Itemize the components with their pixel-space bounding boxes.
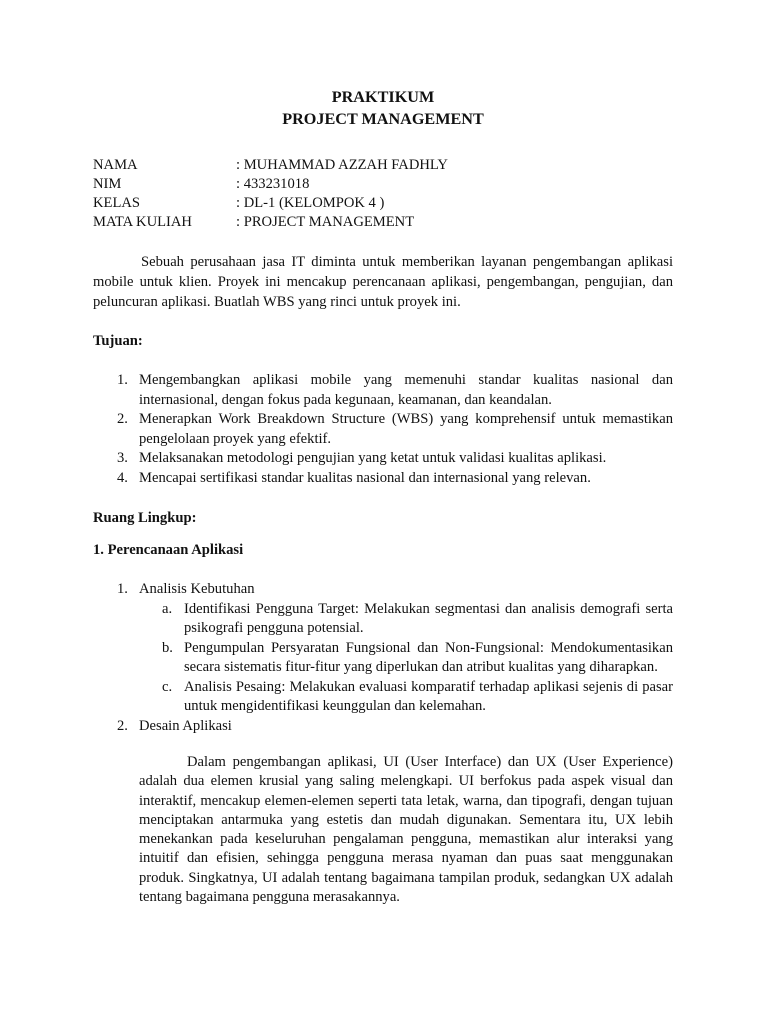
list-item-analisis	[93, 580, 673, 717]
list-text: Mengembangkan aplikasi mobile yang memenuhi standar kualitas nasional dan internasional, dengan fokus pada kegunaan, keamanan, dan keandalan.	[139, 372, 673, 408]
sublist-letter: b.	[162, 639, 173, 656]
identity-value: : MUHAMMAD AZZAH FADHLY	[236, 157, 448, 173]
list-text: Menerapkan Work Breakdown Structure (WBS) yang komprehensif untuk memastikan pengelolaan proyek yang efektif.	[139, 411, 673, 447]
identity-value: : PROJECT MANAGEMENT	[236, 214, 415, 230]
list-number: 2.	[117, 411, 128, 427]
sublist-letter: c.	[162, 678, 173, 695]
list-item-desain	[93, 717, 673, 908]
sublist-item	[139, 600, 673, 639]
sublist-text: Analisis Pesaing: Melakukan evaluasi komparatif terhadap aplikasi sejenis di pasar untuk mengidentifikasi keunggulan dan kelemahan.	[184, 678, 673, 714]
identity-table	[93, 156, 448, 232]
list-number: 1.	[117, 372, 128, 388]
identity-row-kelas	[93, 194, 448, 213]
identity-row-nama	[93, 156, 448, 175]
list-label: Desain Aplikasi	[139, 717, 232, 734]
perencanaan-list	[93, 580, 673, 907]
perencanaan-heading: 1. Perencanaan Aplikasi	[93, 542, 244, 558]
identity-row-mata-kuliah	[93, 213, 448, 232]
desain-paragraph: Dalam pengembangan aplikasi, UI (User Interface) dan UX (User Experience) adalah dua elemen krusial yang saling melengkapi. UI berfokus pada aspek visual dan interaktif, mencakup elemen-elemen seperti tata letak, warna, dan tipografi, dengan tujuan menciptakan antarmuka yang estetis dan mudah digunakan. Sementara itu, UX lebih menekankan pada keseluruhan pengalaman pengguna, memastikan alur interaksi yang intuitif dan efisien, sehingga pengguna merasa nyaman dan puas saat menggunakan produk. Singkatnya, UI adalah tentang bagaimana tampilan produk, sedangkan UX adalah tentang bagaimana pengguna merasakannya.	[139, 754, 673, 906]
sublist-letter: a.	[162, 600, 173, 617]
list-item	[93, 449, 673, 469]
sublist-item	[139, 678, 673, 717]
tujuan-heading: Tujuan:	[93, 333, 143, 349]
identity-row-nim	[93, 175, 448, 194]
list-number: 2.	[117, 717, 128, 734]
list-item	[93, 371, 673, 410]
list-item	[93, 469, 673, 489]
list-number: 1.	[117, 581, 128, 597]
list-label: Analisis Kebutuhan	[139, 581, 255, 597]
sublist-text: Identifikasi Pengguna Target: Melakukan segmentasi dan analisis demografi serta psikografi pengguna potensial.	[184, 600, 673, 636]
list-number: 3.	[117, 450, 128, 466]
identity-value: : 433231018	[236, 176, 310, 192]
identity-value: : DL-1 (KELOMPOK 4 )	[236, 195, 385, 211]
list-text: Melaksanakan metodologi pengujian yang ketat untuk validasi kualitas aplikasi.	[139, 450, 607, 466]
title-line-2: PROJECT MANAGEMENT	[282, 110, 484, 128]
ruang-lingkup-heading: Ruang Lingkup:	[93, 510, 197, 526]
sublist-text: Pengumpulan Persyaratan Fungsional dan Non-Fungsional: Mendokumentasikan secara sistematis fitur-fitur yang diperlukan dan atribut kualitas yang diharapkan.	[184, 639, 673, 675]
title-block	[93, 86, 673, 130]
intro-paragraph: Sebuah perusahaan jasa IT diminta untuk memberikan layanan pengembangan aplikasi mobile untuk klien. Proyek ini mencakup perencanaan aplikasi, pengembangan, pengujian, dan peluncuran aplikasi. Buatlah WBS yang rinci untuk proyek ini.	[93, 254, 673, 310]
tujuan-list	[93, 371, 673, 488]
identity-key: KELAS	[93, 195, 141, 211]
list-item	[93, 410, 673, 449]
identity-key: NIM	[93, 176, 122, 192]
title-line-1: PRAKTIKUM	[331, 88, 435, 106]
list-text: Mencapai sertifikasi standar kualitas nasional dan internasional yang relevan.	[139, 469, 591, 486]
analisis-sublist	[139, 600, 673, 717]
identity-key: MATA KULIAH	[93, 214, 192, 230]
sublist-item	[139, 639, 673, 678]
identity-key: NAMA	[93, 157, 138, 173]
list-number: 4.	[117, 469, 128, 486]
